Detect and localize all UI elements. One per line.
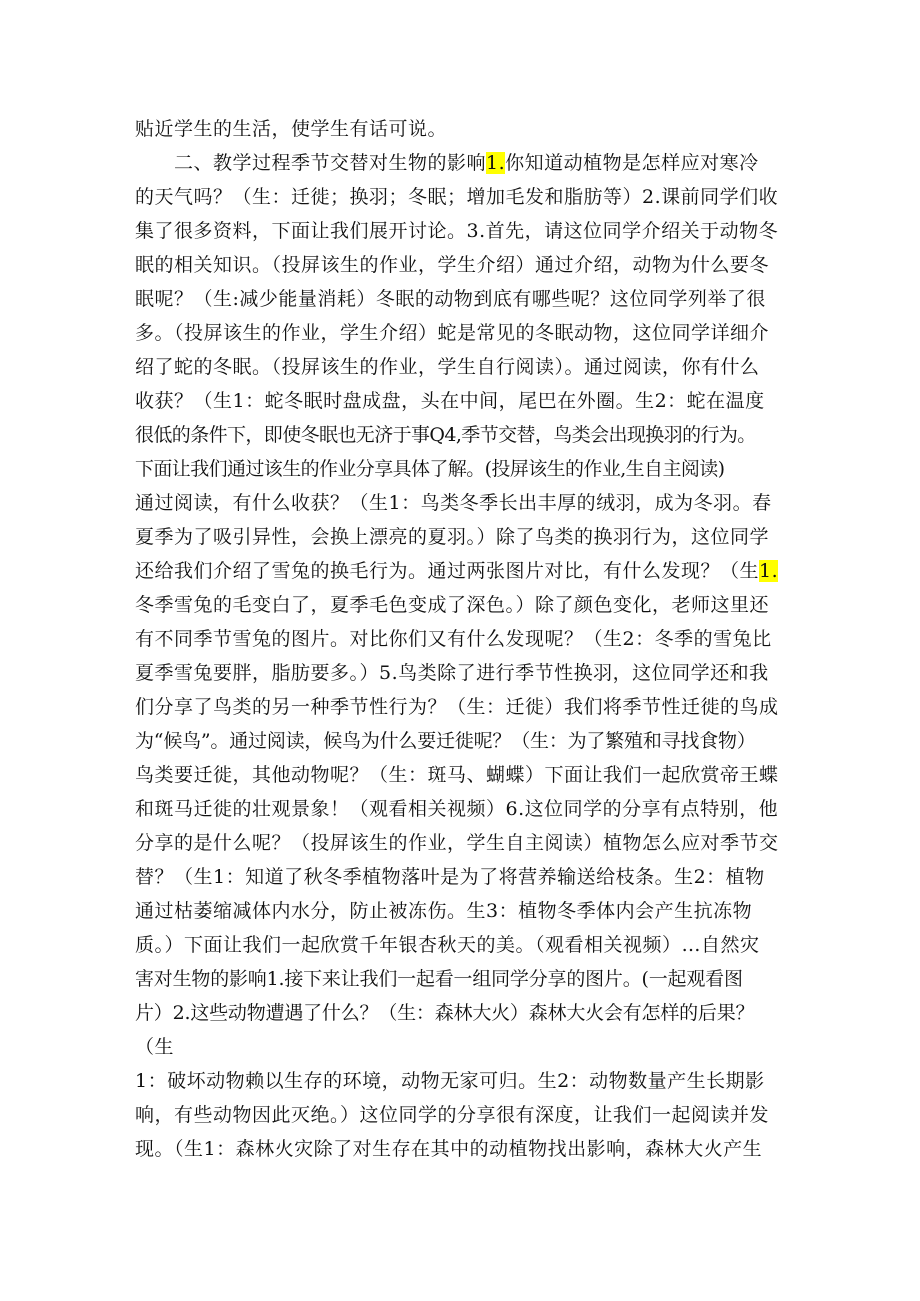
paragraph-line: 眠的相关知识。（投屏该生的作业，学生介绍）通过介绍，动物为什么要冬 — [135, 254, 770, 276]
paragraph-line: 的天气吗？（生：迁徙；换羽；冬眠；增加毛发和脂肪等）2.课前同学们收 — [135, 186, 779, 208]
paragraph-line: 贴近学生的生活，使学生有话可说。 — [135, 118, 448, 140]
paragraph-line: 有不同季节雪兔的图片。对比你们又有什么发现呢？（生2：冬季的雪兔比 — [135, 628, 772, 650]
paragraph-line: 多。（投屏该生的作业，学生介绍）蛇是常见的冬眠动物，这位同学详细介 — [135, 322, 770, 344]
paragraph-line: 冬季雪兔的毛变白了，夏季毛色变成了深色。）除了颜色变化，老师这里还 — [135, 594, 770, 616]
section-heading-text: 二、教学过程季节交替对生物的影响 — [174, 152, 487, 174]
paragraph-line: 质。）下面让我们一起欣赏千年银杏秋天的美。（观看相关视频）…自然灾 — [135, 934, 760, 956]
highlighted-marker: 1. — [759, 560, 779, 582]
paragraph-line: 集了很多资料，下面让我们展开讨论。3.首先，请这位同学介绍关于动物冬 — [135, 220, 779, 242]
paragraph-line: 绍了蛇的冬眠。（投屏该生的作业，学生自行阅读）。通过阅读，你有什么 — [135, 356, 760, 378]
paragraph-line: 们分享了鸟类的另一种季节性行为？（生：迁徙）我们将季节性迁徙的鸟成 — [135, 696, 779, 718]
paragraph-line: 鸟类要迁徙，其他动物呢？（生：斑马、蝴蝶）下面让我们一起欣赏帝王蝶 — [135, 764, 779, 786]
paragraph-line: 响，有些动物因此灭绝。）这位同学的分享很有深度，让我们一起阅读并发 — [135, 1104, 770, 1126]
paragraph-line: 害对生物的影响1.接下来让我们一起看一组同学分享的图片。(一起观看图 — [135, 968, 743, 990]
paragraph-line: 和斑马迁徙的壮观景象！（观看相关视频）6.这位同学的分享有点特别，他 — [135, 798, 779, 820]
paragraph-line: 为“候鸟”。通过阅读，候鸟为什么要迁徙呢？（生：为了繁殖和寻找食物） — [135, 730, 756, 752]
paragraph-line: 下面让我们通过该生的作业分享具体了解。(投屏该生的作业,生自主阅读) — [135, 458, 725, 480]
paragraph-line: 通过阅读，有什么收获？（生1：鸟类冬季长出丰厚的绒羽，成为冬羽。春 — [135, 492, 772, 514]
paragraph-line: 夏季为了吸引异性，会换上漂亮的夏羽。）除了鸟类的换羽行为，这位同学 — [135, 526, 770, 548]
paragraph-line: 分享的是什么呢？（投屏该生的作业，学生自主阅读）植物怎么应对季节交 — [135, 832, 779, 854]
paragraph-line: 片）2.这些动物遭遇了什么？（生：森林大火）森林大火会有怎样的后果？ — [135, 1002, 755, 1024]
paragraph-line: （生 — [135, 1036, 175, 1058]
paragraph-line: 夏季雪兔要胖，脂肪要多。）5.鸟类除了进行季节性换羽，这位同学还和我 — [135, 662, 769, 684]
paragraph-text: 还给我们介绍了雪兔的换毛行为。通过两张图片对比，有什么发现？（生 — [135, 560, 760, 582]
paragraph-text: 你知道动植物是怎样应对寒冷 — [505, 152, 759, 174]
paragraph-line: 替？（生1：知道了秋冬季植物落叶是为了将营养输送给枝条。生2：植物 — [135, 866, 765, 888]
highlighted-marker: 1. — [486, 152, 506, 174]
paragraph-line — [174, 151, 796, 175]
paragraph-line: 收获？（生1：蛇冬眠时盘成盘，头在中间，尾巴在外圈。生2：蛇在温度 — [135, 390, 765, 412]
paragraph-line — [135, 559, 795, 583]
paragraph-line: 1：破坏动物赖以生存的环境，动物无家可归。生2：动物数量产生长期影 — [135, 1070, 765, 1092]
paragraph-line: 很低的条件下，即使冬眠也无济于事Q4,季节交替，鸟类会出现换羽的行为。 — [135, 424, 756, 446]
paragraph-line: 眠呢？（生:减少能量消耗）冬眠的动物到底有哪些呢？这位同学列举了很 — [135, 288, 766, 310]
paragraph-line: 通过枯萎缩减体内水分，防止被冻伤。生3：植物冬季体内会产生抗冻物 — [135, 900, 753, 922]
paragraph-line: 现。（生1：森林火灾除了对生存在其中的动植物找出影响，森林大火产生 — [135, 1138, 763, 1160]
